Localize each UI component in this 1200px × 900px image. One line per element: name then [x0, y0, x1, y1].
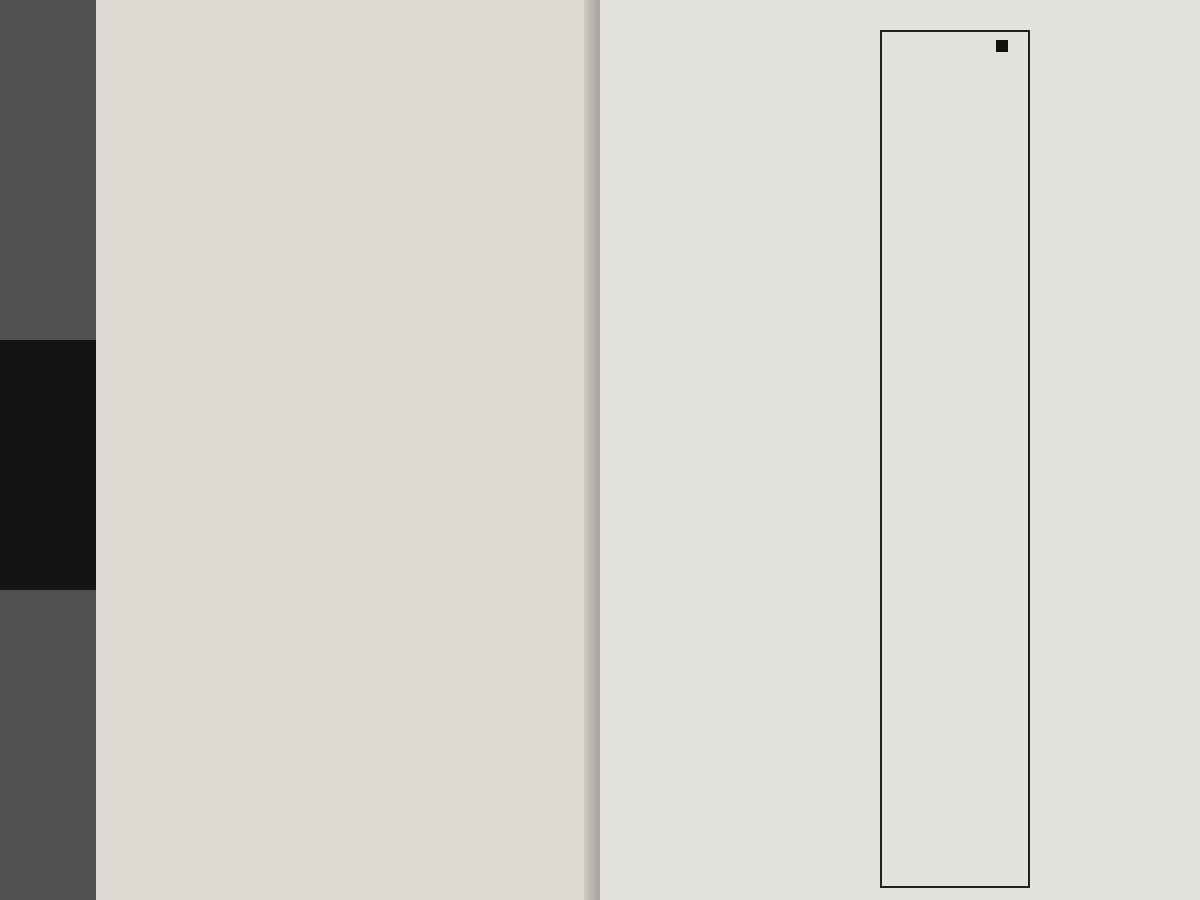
series-label — [982, 40, 1022, 250]
left-page-lower-text — [104, 462, 592, 896]
right-page-upper-right-text — [1036, 8, 1192, 428]
square-bullet-icon — [996, 40, 1008, 52]
right-page-upper-left-text — [610, 8, 810, 448]
right-page-lower-left-text — [610, 460, 790, 896]
article-title — [918, 122, 982, 622]
article-author — [918, 572, 982, 872]
article-title-box — [880, 30, 1030, 888]
right-page-lower-right-text — [1036, 460, 1192, 896]
left-page-upper-text — [104, 6, 592, 450]
left-page — [96, 0, 600, 900]
dark-object — [0, 340, 96, 590]
